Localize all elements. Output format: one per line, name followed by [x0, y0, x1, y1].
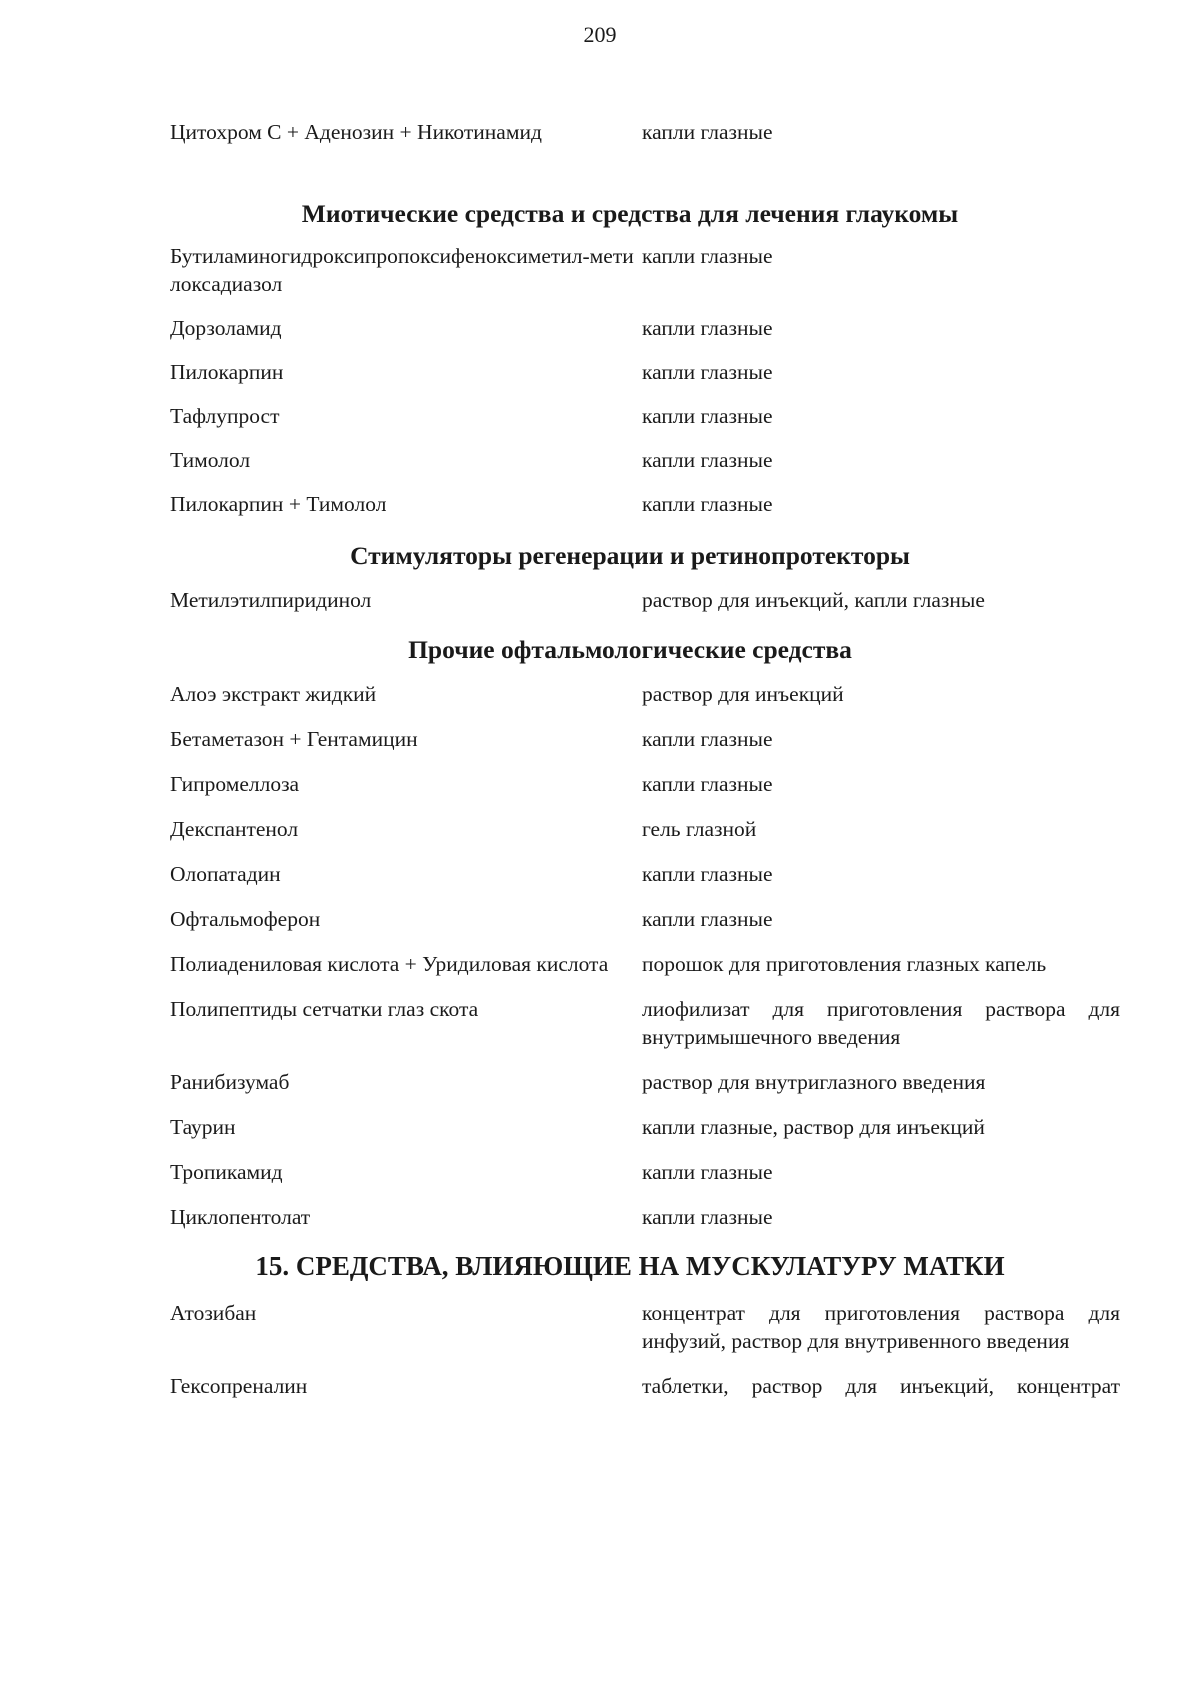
list-item: [170, 446, 1120, 474]
list-item: [170, 905, 1120, 933]
chapter-heading: 15. СРЕДСТВА, ВЛИЯЮЩИЕ НА МУСКУЛАТУРУ МАТКИ: [255, 1251, 1005, 1281]
dosage-form: капли глазные: [642, 120, 773, 144]
drug-name: Тафлупрост: [170, 404, 280, 428]
dosage-form: раствор для инъекций, капли глазные: [642, 588, 985, 612]
list-item: [170, 118, 1120, 146]
dosage-form: капли глазные: [642, 862, 773, 886]
list-item: [170, 725, 1120, 753]
dosage-form: капли глазные: [642, 316, 773, 340]
dosage-form: капли глазные: [642, 727, 773, 751]
dosage-form: капли глазные: [642, 1205, 773, 1229]
list-item: [170, 242, 1120, 298]
dosage-form: гель глазной: [642, 817, 757, 841]
dosage-form: порошок для приготовления глазных капель: [642, 952, 1047, 976]
drug-name: Пилокарпин: [170, 360, 284, 384]
drug-name: [170, 242, 642, 298]
list-item: [170, 1372, 1120, 1400]
list-item: [170, 1068, 1120, 1096]
drug-name: Метилэтилпиридинол: [170, 588, 372, 612]
dosage-form: капли глазные, раствор для инъекций: [642, 1115, 985, 1139]
drug-name: Полипептиды сетчатки глаз скота: [170, 997, 479, 1021]
list-item: [170, 490, 1120, 518]
dosage-form: концентрат для приготовления раствора для инфузий, раствор для внутривенного введения: [642, 1301, 1120, 1353]
drug-name-text: Бутиламиногидроксипропоксифеноксиметил-метилоксадиазол: [170, 244, 634, 296]
drug-name: Декспантенол: [170, 817, 299, 841]
list-item: [170, 1158, 1120, 1186]
list-item: [170, 586, 1120, 614]
drug-name: Дорзоламид: [170, 316, 282, 340]
drug-name: Цитохром С + Аденозин + Никотинамид: [170, 120, 542, 144]
drug-name: Циклопентолат: [170, 1205, 311, 1229]
drug-list: [170, 118, 1120, 1400]
dosage-form: капли глазные: [642, 907, 773, 931]
drug-name: Алоэ экстракт жидкий: [170, 682, 377, 706]
page-number: 209: [583, 22, 617, 47]
section-heading: Стимуляторы регенерации и ретинопротекторы: [350, 541, 910, 570]
drug-name: Тимолол: [170, 448, 251, 472]
dosage-form: капли глазные: [642, 404, 773, 428]
dosage-form: раствор для инъекций: [642, 682, 844, 706]
list-item: [170, 402, 1120, 430]
dosage-form: капли глазные: [642, 772, 773, 796]
drug-name: Тропикамид: [170, 1160, 283, 1184]
dosage-form: капли глазные: [642, 448, 773, 472]
drug-name: Гипромеллоза: [170, 772, 300, 796]
drug-name: Ранибизумаб: [170, 1070, 290, 1094]
dosage-form: капли глазные: [642, 492, 773, 516]
dosage-form: капли глазные: [642, 1160, 773, 1184]
drug-name: Офтальмоферон: [170, 907, 321, 931]
list-item: [170, 358, 1120, 386]
list-item: [170, 314, 1120, 342]
drug-name: Полиадениловая кислота + Уридиловая кислота: [170, 952, 609, 976]
list-item: [170, 815, 1120, 843]
list-item: [170, 995, 1120, 1051]
list-item: [170, 1203, 1120, 1231]
drug-name: Бетаметазон + Гентамицин: [170, 727, 418, 751]
drug-name: Олопатадин: [170, 862, 281, 886]
list-item: [170, 950, 1120, 978]
list-item: [170, 860, 1120, 888]
dosage-form: капли глазные: [642, 360, 773, 384]
dosage-form: таблетки, раствор для инъекций, концентрат: [642, 1374, 1120, 1398]
drug-name: Пилокарпин + Тимолол: [170, 492, 387, 516]
drug-name: Таурин: [170, 1115, 236, 1139]
list-item: [170, 770, 1120, 798]
dosage-form: раствор для внутриглазного введения: [642, 1070, 986, 1094]
section-heading: Прочие офтальмологические средства: [408, 635, 852, 664]
drug-name: Гексопреналин: [170, 1374, 308, 1398]
list-item: [170, 1113, 1120, 1141]
list-item: [170, 1299, 1120, 1355]
section-heading: Миотические средства и средства для лечения глаукомы: [301, 199, 959, 228]
list-item: [170, 680, 1120, 708]
dosage-form: лиофилизат для приготовления раствора для внутримышечного введения: [642, 997, 1120, 1049]
dosage-form: капли глазные: [642, 244, 773, 268]
drug-name: Атозибан: [170, 1301, 257, 1325]
